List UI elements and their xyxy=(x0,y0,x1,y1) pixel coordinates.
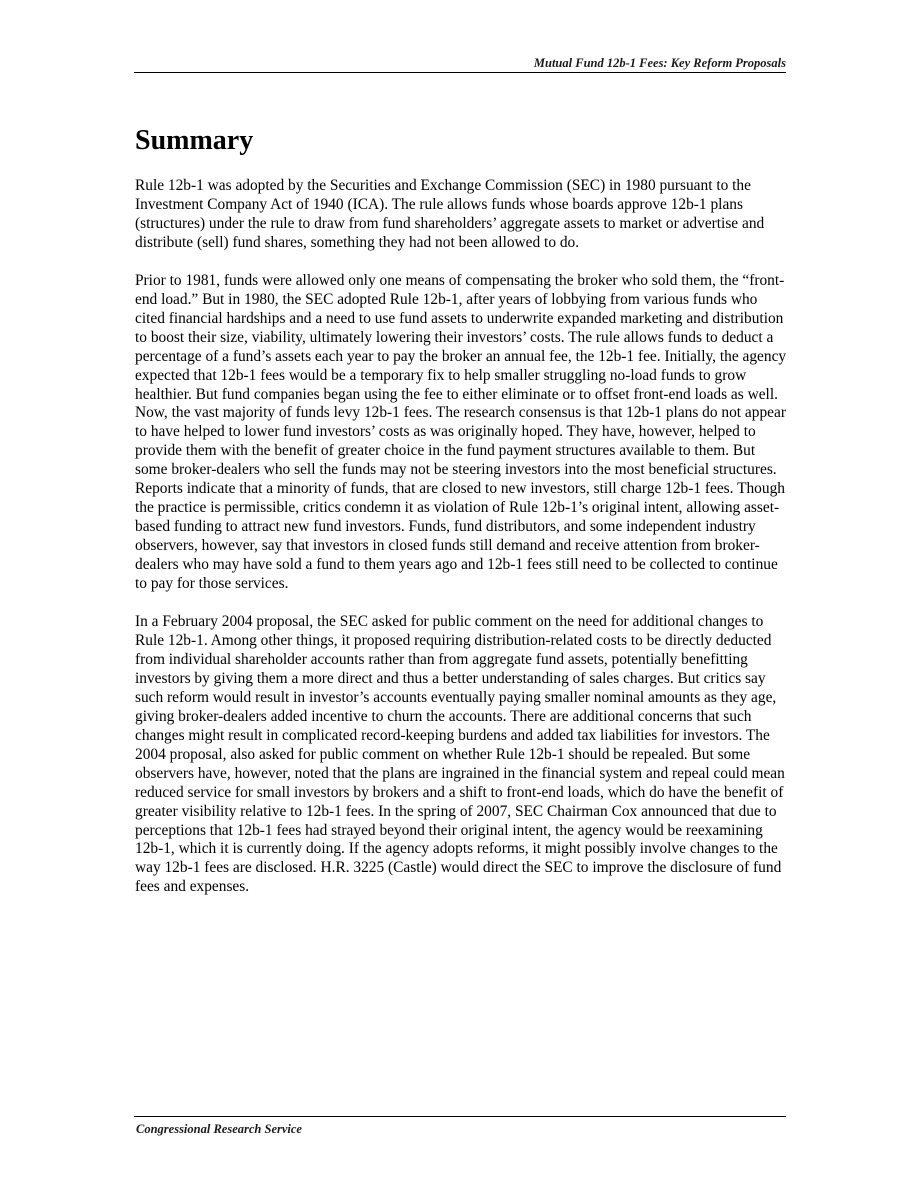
summary-paragraph: Rule 12b-1 was adopted by the Securities and Exchange Commission (SEC) in 1980 pursuant to the Investment Company Act of 1940 (ICA). The rule allows funds whose boards approve 12b-1 plans (structures) under the rule to draw from fund shareholders’ aggregate assets to market or advertise and distribute (sell) fund shares, something they had not been allowed to do. xyxy=(135,177,765,251)
running-header-title: Mutual Fund 12b-1 Fees: Key Reform Proposals xyxy=(533,56,786,70)
running-footer-publisher: Congressional Research Service xyxy=(136,1122,302,1136)
footer-divider xyxy=(134,1116,786,1117)
summary-paragraph: Prior to 1981, funds were allowed only one means of compensating the broker who sold them, the “front-end load.” But in 1980, the SEC adopted Rule 12b-1, after years of lobbying from various funds who cited financial hardships and a need to use fund assets to underwrite expanded marketing and distribution to boost their size, viability, ultimately lowering their investors’ costs. The rule allows funds to deduct a percentage of a fund’s assets each year to pay the broker an annual fee, the 12b-1 fee. Initially, the agency expected that 12b-1 fees would be a temporary fix to help smaller struggling no-load funds to grow healthier. But fund companies began using the fee to either eliminate or to offset front-end loads as well. Now, the vast majority of funds levy 12b-1 fees. The research consensus is that 12b-1 plans do not appear to have helped to lower fund investors’ costs as was originally hoped. They have, however, helped to provide them with the benefit of greater choice in the fund payment structures available to them. But some broker-dealers who sell the funds may not be steering investors into the most beneficial structures. Reports indicate that a minority of funds, that are closed to new investors, still charge 12b-1 fees. Though the practice is permissible, critics condemn it as violation of Rule 12b-1’s original intent, allowing asset-based funding to attract new fund investors. Funds, fund distributors, and some independent industry observers, however, say that investors in closed funds still demand and receive attention from broker-dealers who may have sold a fund to them years ago and 12b-1 fees still need to be collected to continue to pay for those services. xyxy=(135,271,787,593)
summary-paragraph: In a February 2004 proposal, the SEC asked for public comment on the need for additional changes to Rule 12b-1. Among other things, it proposed requiring distribution-related costs to be directly deducted from individual shareholder accounts rather than from aggregate fund assets, potentially benefitting investors by giving them a more direct and thus a better understanding of sales charges. But critics say such reform would result in investor’s accounts eventually paying smaller nominal amounts as they age, giving broker-dealers added incentive to churn the accounts. There are additional concerns that such changes might result in complicated record-keeping burdens and added tax liabilities for investors. The 2004 proposal, also asked for public comment on whether Rule 12b-1 should be repealed. But some observers have, however, noted that the plans are ingrained in the financial system and repeal could mean reduced service for small investors by brokers and a shift to front-end loads, which do have the benefit of greater visibility relative to 12b-1 fees. In the spring of 2007, SEC Chairman Cox announced that due to perceptions that 12b-1 fees had strayed beyond their original intent, the agency would be reexamining 12b-1, which it is currently doing. If the agency adopts reforms, it might possibly involve changes to the way 12b-1 fees are disclosed. H.R. 3225 (Castle) would direct the SEC to improve the disclosure of fund fees and expenses. xyxy=(135,613,785,896)
header-divider xyxy=(134,72,786,73)
page-title: Summary xyxy=(135,125,254,156)
summary-body xyxy=(135,177,787,916)
